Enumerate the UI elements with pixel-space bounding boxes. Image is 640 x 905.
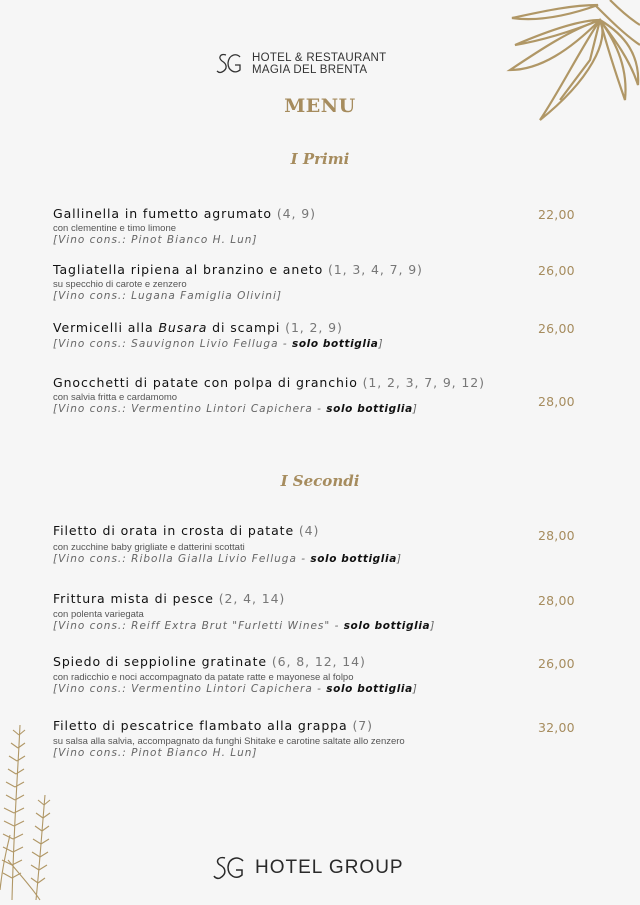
item-name: Filetto di orata in crosta di patate (4) <box>53 523 320 538</box>
allergens: (6, 8, 12, 14) <box>271 654 366 669</box>
footer-logo <box>213 854 404 882</box>
item-description: con radicchio e noci accompagnato da patate ratte e mayonese al folpo <box>53 672 354 683</box>
menu-item <box>53 523 533 566</box>
item-price: 26,00 <box>538 263 575 278</box>
allergens: (4) <box>298 523 320 538</box>
menu-item <box>53 718 533 760</box>
item-name: Gallinella in fumetto agrumato (4, 9) <box>53 206 316 221</box>
logo-line-1: HOTEL & RESTAURANT <box>252 52 387 64</box>
item-price: 26,00 <box>538 321 575 336</box>
sg-monogram-icon <box>216 51 244 77</box>
item-name: Filetto di pescatrice flambato alla grappa (7) <box>53 718 373 733</box>
menu-item <box>53 654 533 696</box>
item-description: su salsa alla salvia, accompagnato da funghi Shitake e carotine saltate allo zenzero <box>53 736 405 747</box>
wine-pairing: [Vino cons.: Pinot Bianco H. Lun] <box>53 234 258 246</box>
menu-item <box>53 262 533 303</box>
item-price: 28,00 <box>538 394 575 409</box>
item-description: su specchio di carote e zenzero <box>53 279 187 290</box>
allergens: (1, 3, 4, 7, 9) <box>328 262 423 277</box>
menu-item <box>53 375 533 416</box>
wine-pairing: [Vino cons.: Ribolla Gialla Livio Felluga - solo bottiglia] <box>53 553 402 565</box>
allergens: (7) <box>352 718 373 733</box>
logo-text <box>252 52 386 76</box>
item-description: con clementine e timo limone <box>53 223 177 234</box>
sg-monogram-icon <box>213 854 247 882</box>
item-description: con zucchine baby grigliate e datterini scottati <box>53 542 245 553</box>
item-name: Spiedo di seppioline gratinate (6, 8, 12, 14) <box>53 654 366 669</box>
wine-pairing: [Vino cons.: Sauvignon Livio Felluga - solo bottiglia] <box>53 338 384 350</box>
section-title-primi: I Primi <box>290 150 350 168</box>
wine-pairing: [Vino cons.: Pinot Bianco H. Lun] <box>53 747 258 759</box>
item-description: con polenta variegata <box>53 609 144 620</box>
item-price: 32,00 <box>538 720 575 735</box>
wine-pairing: [Vino cons.: Lugana Famiglia Olivini] <box>53 290 282 302</box>
wine-pairing: [Vino cons.: Vermentino Lintori Capichera - solo bottiglia] <box>53 403 418 415</box>
menu-title: MENU <box>284 95 356 117</box>
wine-pairing: [Vino cons.: Reiff Extra Brut "Furletti Wines" - solo bottiglia] <box>53 620 436 632</box>
item-name: Tagliatella ripiena al branzino e aneto (1, 3, 4, 7, 9) <box>53 262 423 277</box>
section-title-secondi: I Secondi <box>280 472 360 490</box>
allergens: (2, 4, 14) <box>218 591 286 606</box>
item-name: Vermicelli alla Busara di scampi (1, 2, 9) <box>53 320 343 335</box>
allergens: (1, 2, 9) <box>285 320 343 335</box>
allergens: (1, 2, 3, 7, 9, 12) <box>362 375 485 390</box>
item-description: con salvia fritta e cardamomo <box>53 392 178 403</box>
logo-line-2: MAGIA DEL BRENTA <box>252 64 368 76</box>
item-price: 26,00 <box>538 656 575 671</box>
item-price: 28,00 <box>538 593 575 608</box>
menu-item <box>53 320 533 351</box>
menu-item <box>53 206 533 247</box>
item-name: Frittura mista di pesce (2, 4, 14) <box>53 591 286 606</box>
hotel-logo <box>216 51 386 77</box>
item-price: 28,00 <box>538 528 575 543</box>
item-price: 22,00 <box>538 207 575 222</box>
menu-item <box>53 591 533 633</box>
item-name: Gnocchetti di patate con polpa di granchio (1, 2, 3, 7, 9, 12) <box>53 375 485 390</box>
footer-brand: HOTEL GROUP <box>255 857 404 878</box>
allergens: (4, 9) <box>276 206 316 221</box>
wine-pairing: [Vino cons.: Vermentino Lintori Capichera - solo bottiglia] <box>53 683 418 695</box>
